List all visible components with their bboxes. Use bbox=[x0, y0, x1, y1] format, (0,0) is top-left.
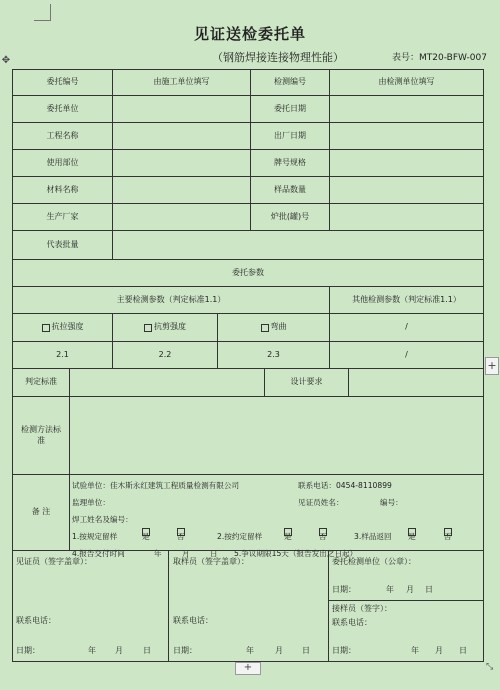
label-factory-date: 出厂日期 bbox=[250, 122, 330, 150]
witness-date-day: 日 bbox=[143, 646, 151, 655]
notes-welder: 焊工姓名及编号： bbox=[72, 515, 133, 524]
sampler-date-year: 年 bbox=[246, 646, 254, 655]
label-material-name: 材料名称 bbox=[12, 176, 113, 204]
checkbox-shear[interactable] bbox=[144, 324, 152, 332]
notes-month: 月 bbox=[182, 549, 190, 558]
value-factory-date[interactable] bbox=[329, 122, 484, 150]
value-test-method-standard[interactable] bbox=[69, 396, 484, 475]
notes-day: 日 bbox=[210, 549, 218, 558]
label-manufacturer: 生产厂家 bbox=[12, 203, 113, 231]
notes-contact-phone: 联系电话：0454-8110899 bbox=[298, 481, 392, 490]
std-shear: 2.2 bbox=[112, 341, 218, 369]
label-test-method-standard: 检测方法标准 bbox=[12, 396, 70, 475]
notes-item3: 3.样品返回 bbox=[354, 532, 392, 541]
checkbox-bend[interactable] bbox=[261, 324, 269, 332]
checkbox-item1-yes[interactable] bbox=[142, 528, 150, 536]
value-commission-no[interactable]: 由施工单位填写 bbox=[112, 69, 251, 96]
checkbox-item3-no[interactable] bbox=[444, 528, 452, 536]
notes-item1: 1.按规定留样 bbox=[72, 532, 118, 541]
label-use-location: 使用部位 bbox=[12, 149, 113, 177]
receiver-phone-label: 联系电话： bbox=[332, 618, 372, 627]
notes-lab: 试验单位：佳木斯永红建筑工程质量检测有限公司 bbox=[72, 481, 240, 490]
notes-no-label: 否 bbox=[444, 532, 452, 541]
testing-unit-date-label: 日期： bbox=[332, 585, 356, 594]
param-bend[interactable] bbox=[217, 313, 330, 342]
param-bend-label: 弯曲 bbox=[270, 322, 287, 332]
label-commission-no: 委托编号 bbox=[12, 69, 113, 96]
sampler-signature-label: 取样员（签字盖章）： bbox=[173, 557, 249, 566]
add-column-plus-icon[interactable]: + bbox=[485, 357, 499, 375]
checkbox-item1-no[interactable] bbox=[177, 528, 185, 536]
receiver-date-month: 月 bbox=[435, 646, 443, 655]
witness-date-year: 年 bbox=[88, 646, 96, 655]
checkbox-tensile[interactable] bbox=[42, 324, 50, 332]
testing-unit-date-day: 日 bbox=[425, 585, 433, 594]
param-shear[interactable] bbox=[112, 313, 218, 342]
std-bend: 2.3 bbox=[217, 341, 330, 369]
label-client-unit: 委托单位 bbox=[12, 95, 113, 123]
value-manufacturer[interactable] bbox=[112, 203, 251, 231]
testing-unit-seal-label: 委托检测单位（公章）： bbox=[332, 557, 416, 566]
form-title: 见证送检委托单 bbox=[193, 25, 306, 43]
receiver-date-year: 年 bbox=[411, 646, 419, 655]
table-move-handle-icon[interactable]: ✥ bbox=[1, 55, 11, 66]
witness-date-month: 月 bbox=[115, 646, 123, 655]
form-number: 表号：MT20-BFW-007 bbox=[392, 53, 487, 63]
value-commission-date[interactable] bbox=[329, 95, 484, 123]
label-test-no: 检测编号 bbox=[250, 69, 330, 96]
label-project-name: 工程名称 bbox=[12, 122, 113, 150]
value-material-name[interactable] bbox=[112, 176, 251, 204]
sampler-date-label: 日期： bbox=[173, 646, 197, 655]
checkbox-item2-no[interactable] bbox=[319, 528, 327, 536]
receiver-date-day: 日 bbox=[459, 646, 467, 655]
notes-no-label: 否 bbox=[177, 532, 185, 541]
sampler-phone-label: 联系电话： bbox=[173, 616, 213, 625]
value-sample-qty[interactable] bbox=[329, 176, 484, 204]
section-commission-params: 委托参数 bbox=[12, 259, 484, 287]
label-design-requirement: 设计要求 bbox=[264, 368, 349, 397]
value-judgment-criteria[interactable] bbox=[69, 368, 265, 397]
notes-item5: 5.争议期限15天（报告发出之日起） bbox=[234, 549, 358, 558]
param-shear-label: 抗剪强度 bbox=[154, 322, 186, 332]
notes-yes-label: 是 bbox=[284, 532, 292, 541]
sampler-date-day: 日 bbox=[302, 646, 310, 655]
label-commission-date: 委托日期 bbox=[250, 95, 330, 123]
other-params-header: 其他检测参数（判定标准1.1） bbox=[329, 286, 484, 314]
add-row-plus-icon[interactable]: + bbox=[235, 662, 261, 675]
value-grade-spec[interactable] bbox=[329, 149, 484, 177]
value-use-location[interactable] bbox=[112, 149, 251, 177]
receiver-signature-label: 接样员（签字）： bbox=[332, 604, 392, 613]
notes-yes-label: 是 bbox=[142, 532, 150, 541]
notes-no-label: 否 bbox=[319, 532, 327, 541]
notes-number: 编号： bbox=[380, 498, 403, 507]
form-subtitle: （钢筋焊接连接物理性能） bbox=[212, 51, 344, 64]
std-tensile: 2.1 bbox=[12, 341, 113, 369]
corner-crop-mark bbox=[34, 4, 51, 21]
notes-item2: 2.按约定留样 bbox=[217, 532, 263, 541]
value-design-requirement[interactable] bbox=[348, 368, 484, 397]
value-client-unit[interactable] bbox=[112, 95, 251, 123]
witness-date-label: 日期： bbox=[16, 646, 40, 655]
table-resize-handle-icon[interactable]: ⤡ bbox=[486, 662, 494, 672]
notes-witness-name: 见证员姓名： bbox=[298, 498, 344, 507]
param-tensile[interactable] bbox=[12, 313, 113, 342]
value-test-no[interactable]: 由检测单位填写 bbox=[329, 69, 484, 96]
param-tensile-label: 抗拉强度 bbox=[51, 322, 84, 332]
witness-phone-label: 联系电话： bbox=[16, 616, 56, 625]
label-notes: 备 注 bbox=[12, 474, 70, 551]
checkbox-item3-yes[interactable] bbox=[408, 528, 416, 536]
notes-item4: 4.报告交付时间 bbox=[72, 549, 125, 558]
label-representative-batch: 代表批量 bbox=[12, 230, 113, 260]
value-representative-batch[interactable] bbox=[112, 230, 484, 260]
notes-year: 年 bbox=[154, 549, 162, 558]
label-judgment-criteria: 判定标准 bbox=[12, 368, 70, 397]
value-project-name[interactable] bbox=[112, 122, 251, 150]
notes-supervisor: 监理单位： bbox=[72, 498, 110, 507]
label-grade-spec: 牌号规格 bbox=[250, 149, 330, 177]
witness-signature-label: 见证员（签字盖章）： bbox=[16, 557, 92, 566]
checkbox-item2-yes[interactable] bbox=[284, 528, 292, 536]
value-furnace-batch[interactable] bbox=[329, 203, 484, 231]
std-other: / bbox=[329, 341, 484, 369]
main-params-header: 主要检测参数（判定标准1.1） bbox=[12, 286, 330, 314]
notes-yes-label: 是 bbox=[408, 532, 416, 541]
label-sample-qty: 样品数量 bbox=[250, 176, 330, 204]
testing-unit-date-year: 年 bbox=[386, 585, 394, 594]
testing-unit-date-month: 月 bbox=[406, 585, 414, 594]
sampler-date-month: 月 bbox=[275, 646, 283, 655]
receiver-date-label: 日期： bbox=[332, 646, 356, 655]
other-params-value: / bbox=[329, 313, 484, 342]
label-furnace-batch: 炉批(罐)号 bbox=[250, 203, 330, 231]
